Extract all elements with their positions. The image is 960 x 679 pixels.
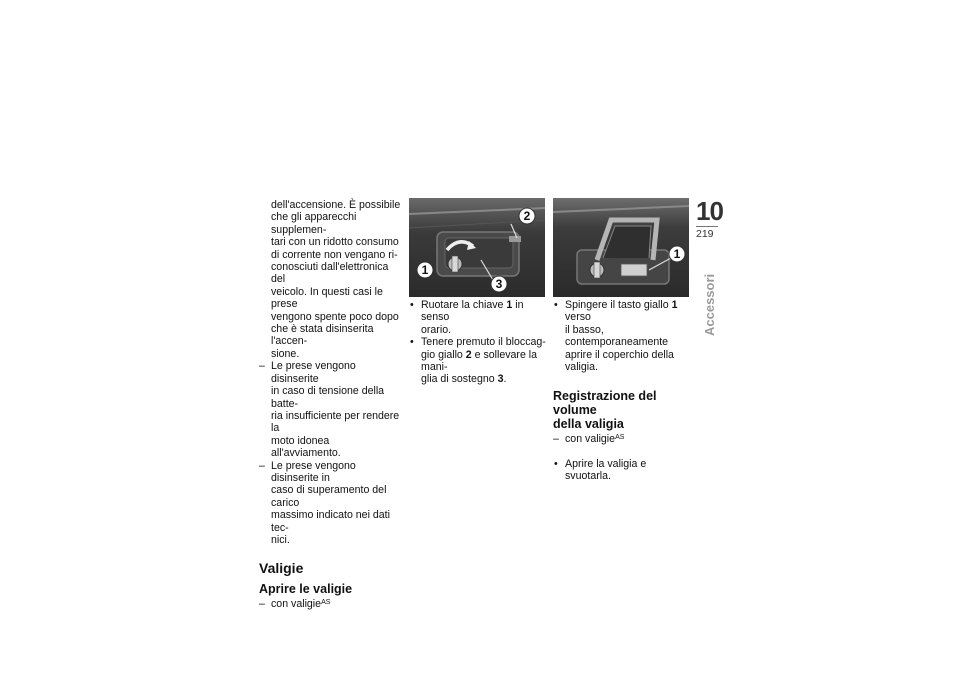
dash-item-battery [259, 360, 401, 459]
photo-callout-2: 2 [523, 209, 531, 223]
text-line: tari con un ridotto consumo [271, 236, 399, 249]
text-line: il basso, contemporaneamente [565, 323, 669, 349]
photo-open-handle-drawing [553, 198, 689, 297]
section-label: Accessori [702, 273, 717, 336]
option-note [553, 433, 693, 445]
text-fragment: gio giallo [421, 348, 466, 361]
text-line: in caso di tensione della batte- [271, 385, 385, 410]
text-line: caso di superamento del carico [271, 484, 387, 509]
text-line: che è stata disinserita l'accen- [271, 323, 374, 348]
text-fragment: e sollevare la mani- [421, 348, 538, 374]
text-fragment: Spingere il tasto giallo [565, 299, 672, 311]
option-text: con valigie [565, 433, 616, 446]
heading-line: Registrazione del volume [553, 389, 657, 418]
text-column-3 [553, 299, 693, 483]
text-line: – Le prese vengono disinserite [271, 360, 356, 385]
text-line: moto idonea all'avviamento. [271, 434, 341, 460]
text-fragment: in senso [421, 299, 524, 324]
text-line: aprire il coperchio della valigia. [565, 348, 674, 374]
chapter-number: 10 [696, 196, 723, 226]
text-fragment: Ruotare la chiave [421, 299, 507, 311]
subsection-heading [553, 389, 693, 431]
option-superscript: AS [321, 599, 331, 607]
subsection-heading: Aprire le valigie [259, 582, 353, 597]
callout-ref: 1 [506, 299, 513, 311]
photo-key-lock [409, 198, 545, 297]
option-note [259, 598, 401, 610]
bullet-rotate-key [409, 299, 547, 336]
photo-callout-3: 3 [495, 277, 503, 291]
text-line: massimo indicato nei dati tec- [271, 509, 390, 534]
bullet-push-button [553, 299, 693, 373]
callout-ref: 1 [671, 299, 678, 311]
text-line: • Aprire la valigia e svuotarla. [565, 457, 647, 483]
text-fragment: glia di sostegno [421, 373, 498, 386]
section-heading: Valigie [259, 560, 304, 577]
text-line: orario. [421, 323, 452, 336]
text-line: dell'accensione. È possibile [271, 199, 401, 211]
photo-callout-1: 1 [421, 263, 429, 277]
bullet-hold-lock [409, 336, 547, 386]
text-line: di corrente non vengano ri- [271, 248, 398, 261]
text-fragment: . [503, 373, 507, 386]
chapter-marker [696, 198, 722, 240]
text-line: sione. [271, 347, 300, 360]
photo-callout-1: 1 [673, 247, 681, 261]
option-superscript: AS [615, 434, 625, 442]
page-number: 219 [696, 226, 718, 240]
text-line: – Le prese vengono disinserite in [271, 459, 356, 484]
text-line: che gli apparecchi supplemen- [271, 211, 357, 236]
callout-ref: 2 [465, 348, 472, 361]
text-line: veicolo. In questi casi le prese [271, 285, 383, 311]
text-line: vengono spente poco dopo [271, 310, 399, 323]
option-text: con valigie [271, 598, 322, 611]
heading-line: della valigia [553, 417, 624, 432]
text-fragment: verso [565, 311, 591, 324]
photo-open-handle [553, 198, 689, 297]
callout-ref: 3 [497, 373, 504, 386]
text-line: ria insufficiente per rendere la [271, 409, 400, 435]
text-column-2 [409, 299, 547, 386]
dash-item-load [259, 460, 401, 547]
text-line: nici. [271, 533, 290, 546]
text-line: conosciuti dall'elettronica del [271, 261, 389, 286]
text-line: • Tenere premuto il bloccag- [421, 336, 546, 349]
bullet-empty-case [553, 458, 693, 483]
text-column-1 [259, 199, 401, 611]
continuation-paragraph [259, 199, 401, 360]
